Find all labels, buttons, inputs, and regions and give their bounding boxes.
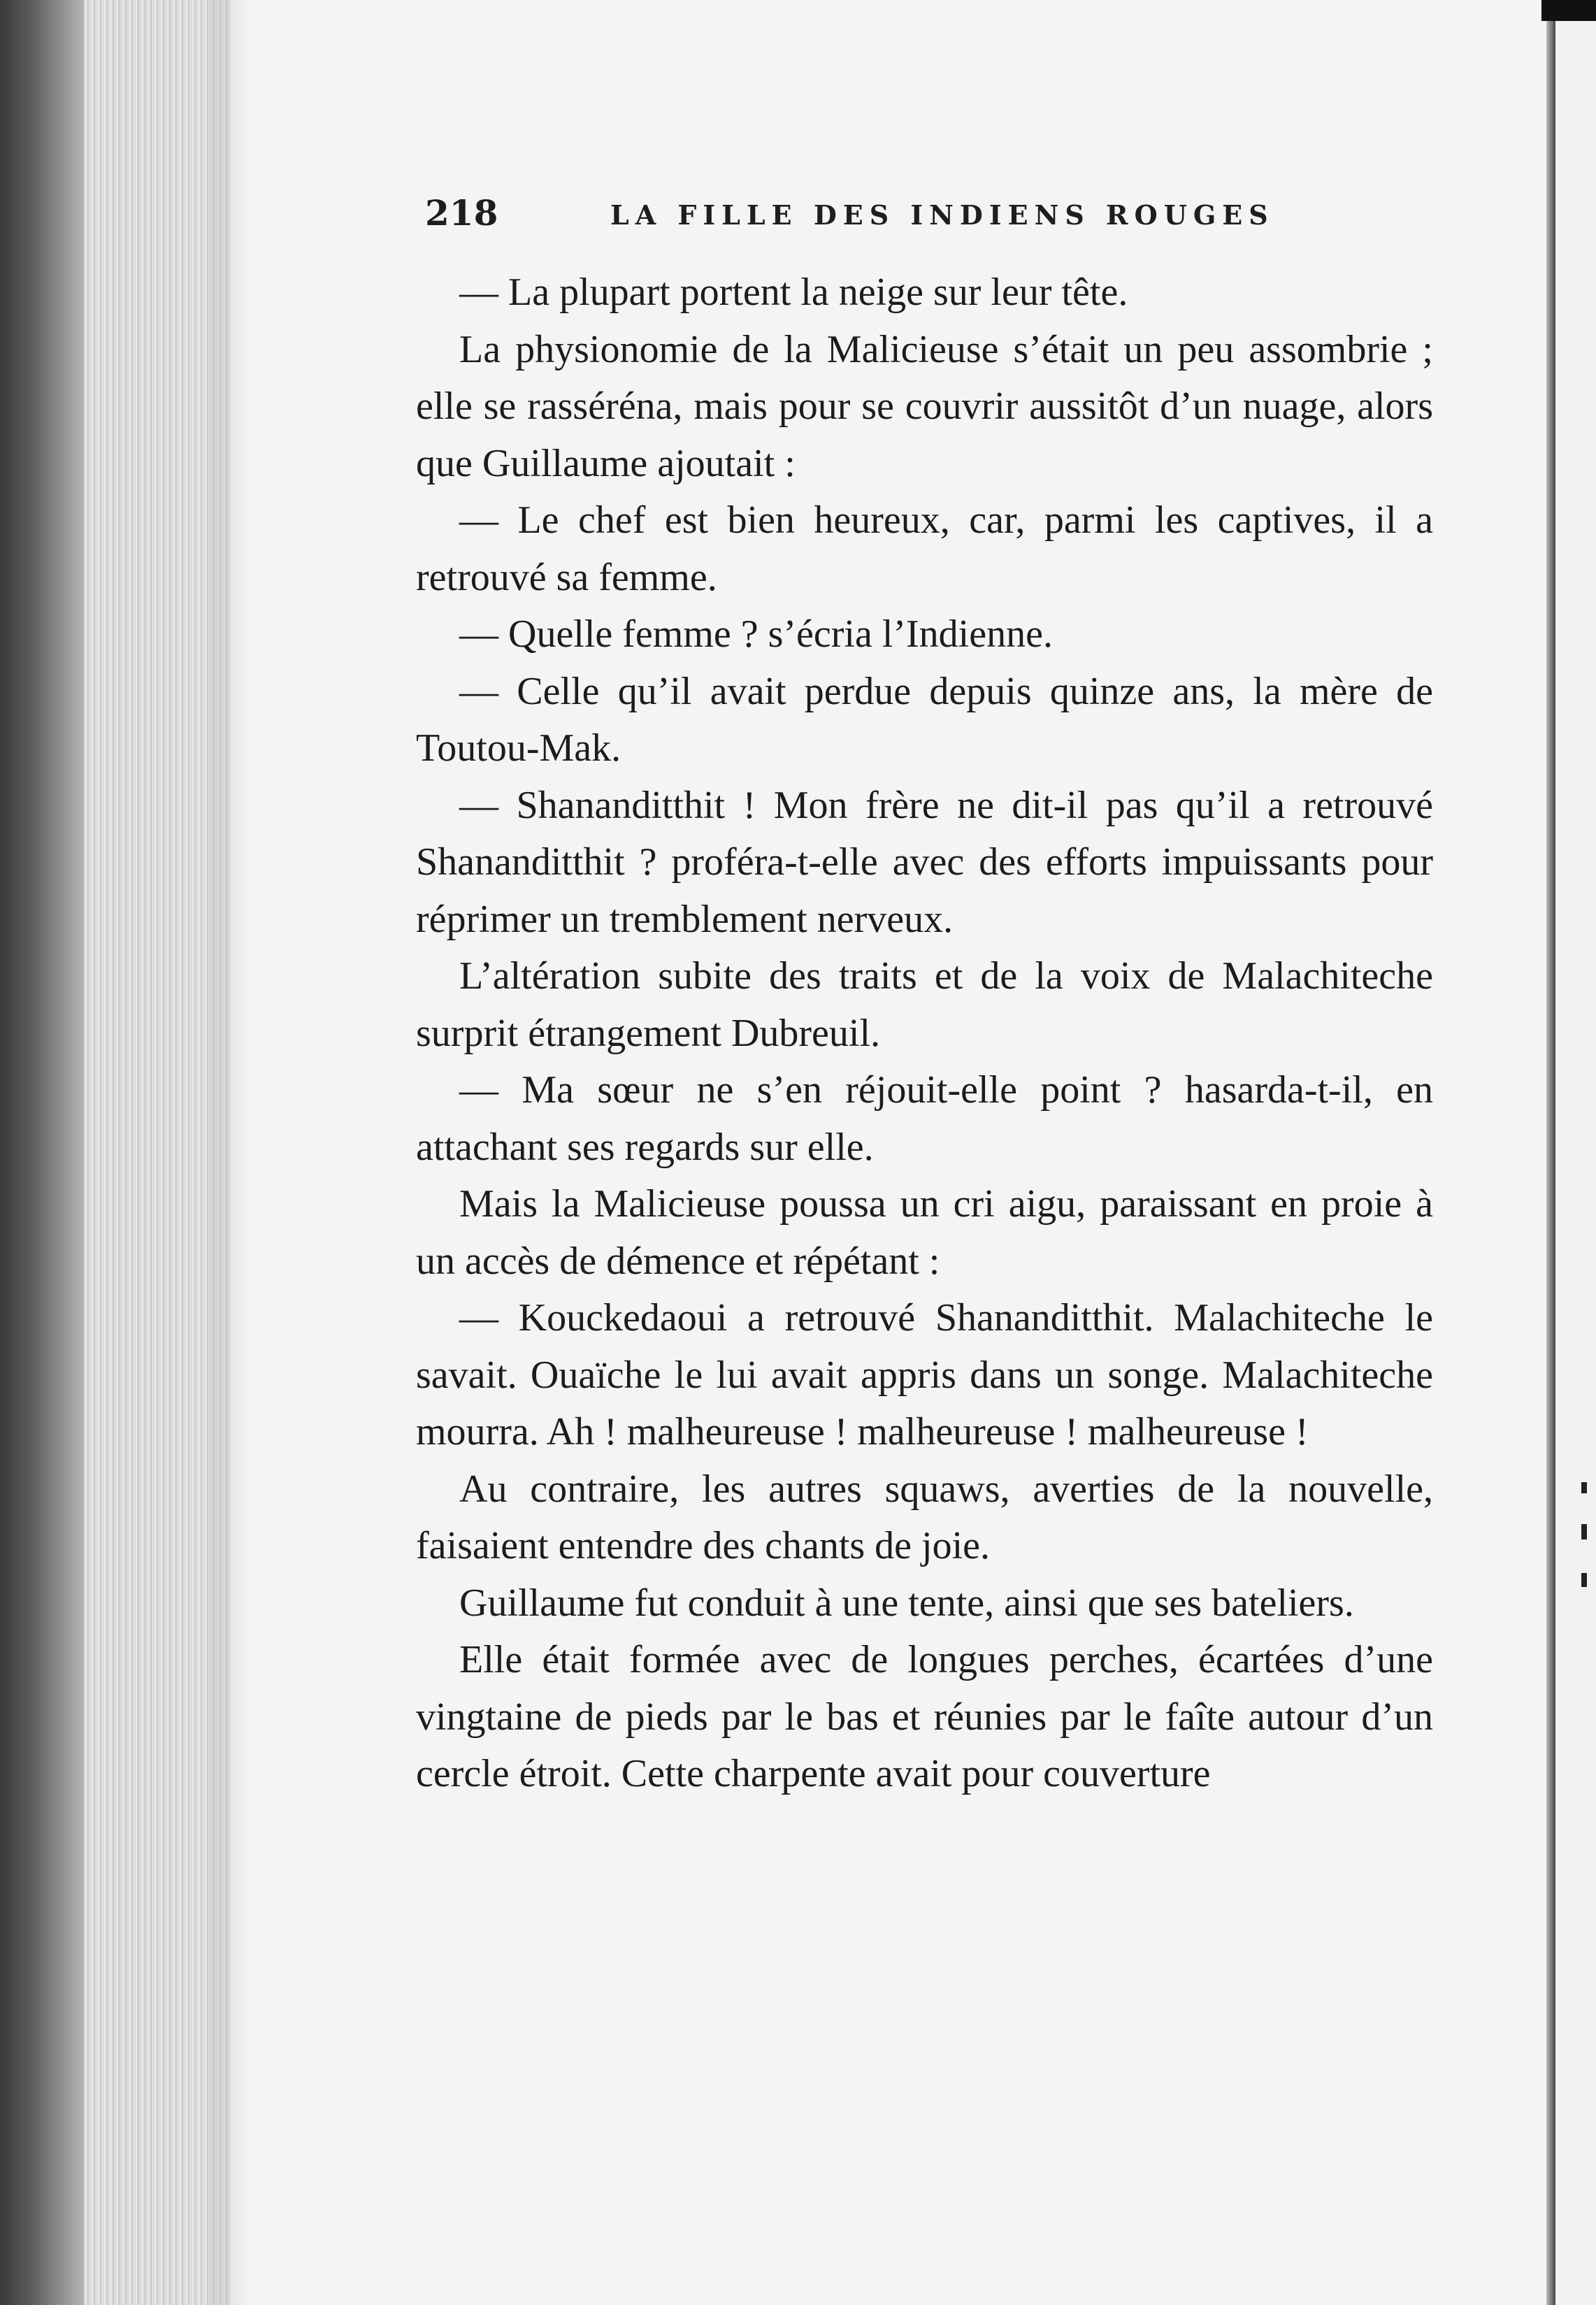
running-head: LA FILLE DES INDIENS ROUGES bbox=[610, 199, 1274, 231]
paragraph: Mais la Malicieuse poussa un cri aigu, paraissant en proie à un accès de démence et répétant : bbox=[416, 1182, 1433, 1283]
paragraph: Guillaume fut conduit à une tente, ainsi que ses bateliers. bbox=[459, 1581, 1354, 1625]
facing-mark bbox=[1581, 1524, 1587, 1539]
paragraph: Au contraire, les autres squaws, averties de la nouvelle, faisaient entendre des chants de joie. bbox=[416, 1467, 1433, 1567]
paragraph: — Celle qu’il avait perdue depuis quinze ans, la mère de Toutou-Mak. bbox=[416, 669, 1433, 770]
facing-mark bbox=[1581, 1573, 1587, 1587]
paragraph: Elle était formée avec de longues perches, écartées d’une vingtaine de pieds par le bas et réunies par le faîte autour d’un cercle étroit. Cette charpente avait pour couverture bbox=[416, 1638, 1433, 1795]
paragraph: — Shananditthit ! Mon frère ne dit-il pas qu’il a retrouvé Shananditthit ? proféra-t-elle avec des efforts impuissants pour réprimer un tremblement nerveux. bbox=[416, 783, 1433, 941]
scan-corner bbox=[1541, 0, 1596, 21]
paragraph: — Kouckedaoui a retrouvé Shananditthit. Malachiteche le savait. Ouaïche le lui avait appris dans un songe. Malachiteche mourra. Ah ! malheureuse ! malheureuse ! malheureuse ! bbox=[416, 1296, 1433, 1453]
paragraph: — Quelle femme ? s’écria l’Indienne. bbox=[459, 612, 1053, 656]
paragraph: — Ma sœur ne s’en réjouit-elle point ? hasarda-t-il, en attachant ses regards sur elle. bbox=[416, 1068, 1433, 1169]
page-number: 218 bbox=[425, 192, 498, 234]
facing-page-edge bbox=[1555, 0, 1596, 2305]
page-edge-shadow bbox=[210, 0, 252, 2305]
paragraph: — La plupart portent la neige sur leur tête. bbox=[459, 271, 1128, 314]
body-text bbox=[416, 264, 1433, 1803]
page-header bbox=[425, 192, 1278, 241]
paragraph: — Le chef est bien heureux, car, parmi les captives, il a retrouvé sa femme. bbox=[416, 498, 1433, 599]
facing-mark bbox=[1581, 1482, 1587, 1493]
facing-page-marks bbox=[1581, 1482, 1596, 1594]
paragraph: La physionomie de la Malicieuse s’était un peu assombrie ; elle se rasséréna, mais pour se couvrir aussitôt d’un nuage, alors que Guillaume ajoutait : bbox=[416, 327, 1433, 485]
binding-gutter bbox=[0, 0, 84, 2305]
paragraph: L’altération subite des traits et de la voix de Malachiteche surprit étrangement Dubreuil. bbox=[416, 954, 1433, 1055]
page-edges bbox=[84, 0, 231, 2305]
